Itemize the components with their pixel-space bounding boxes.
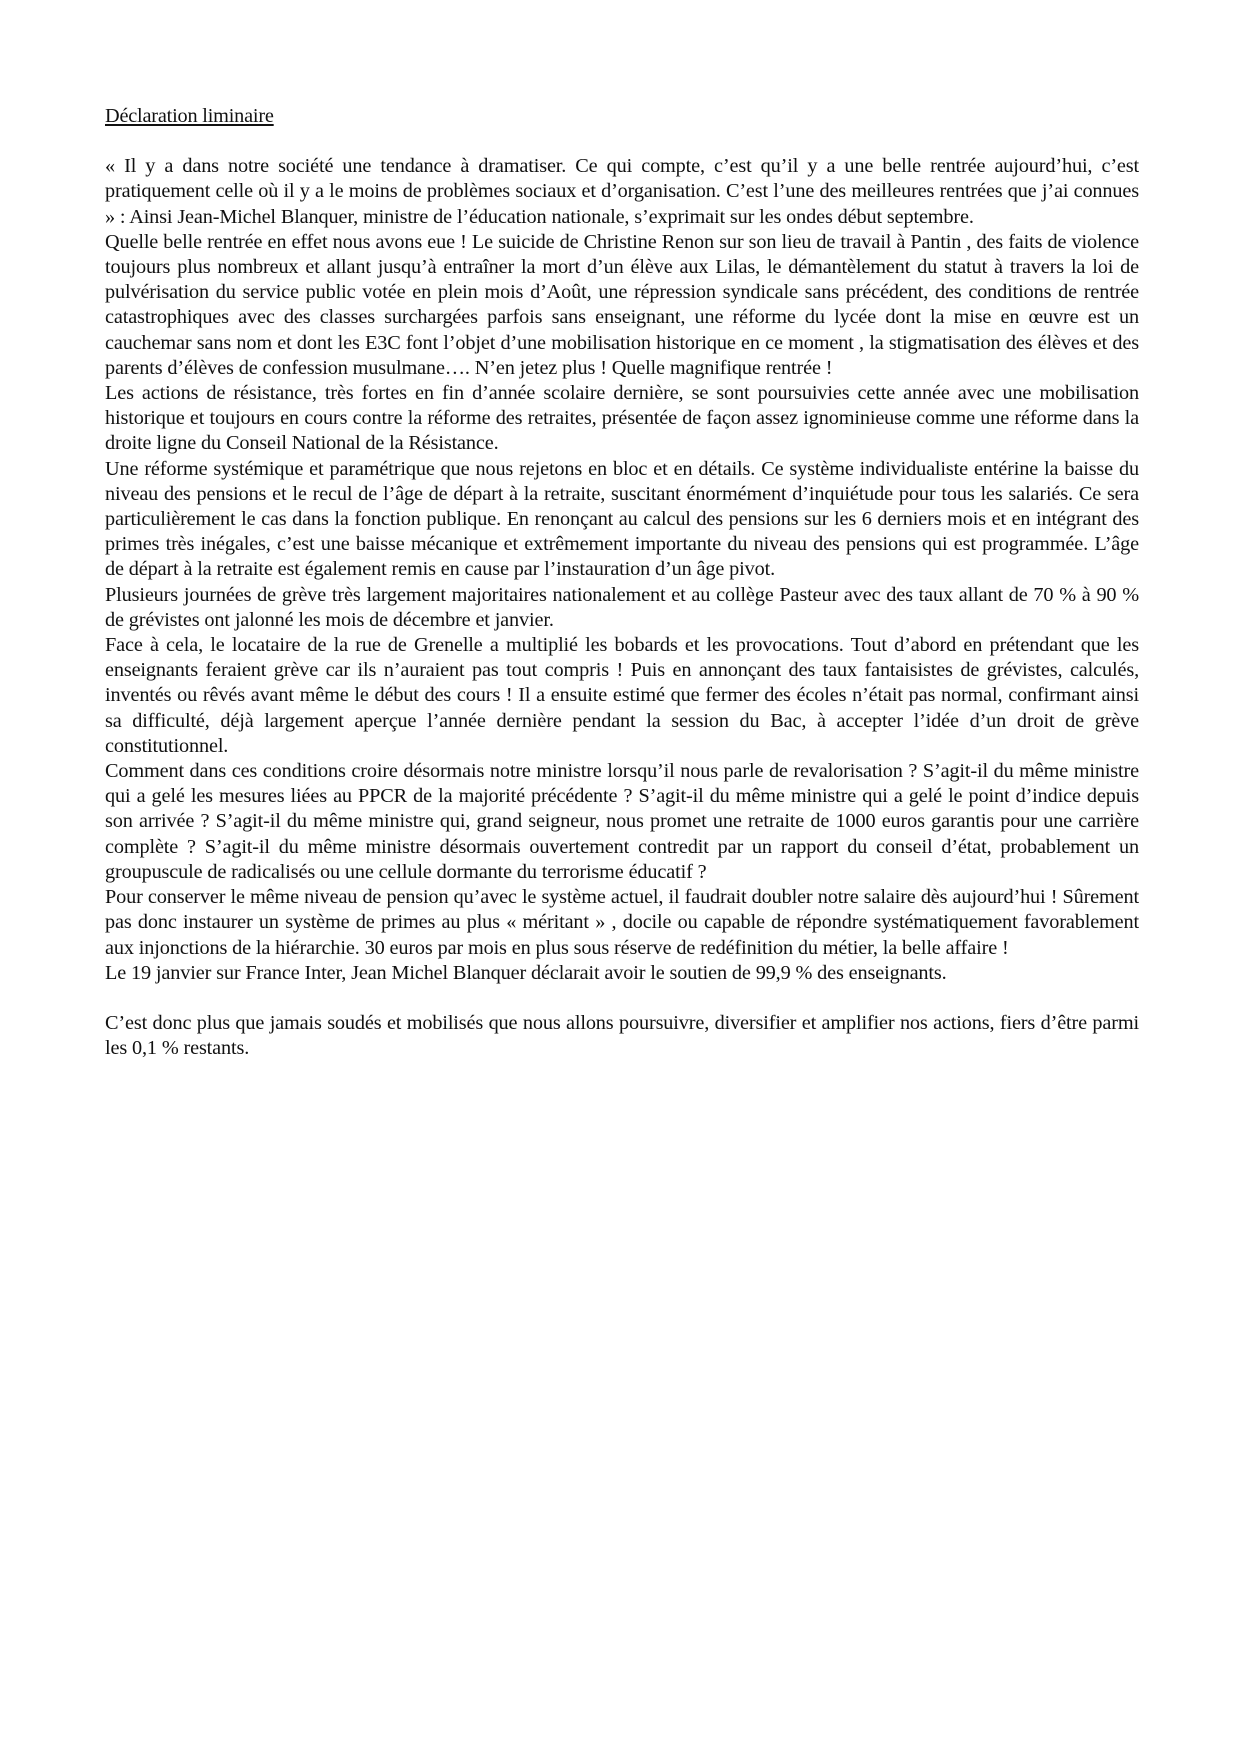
paragraph-resistance: Les actions de résistance, très fortes en fin d’année scolaire dernière, se sont poursuivies cette année avec une mobilisation historique et toujours en cours contre la réforme des retraites, présentée de façon assez ignominieuse comme une réforme dans la droite ligne du Conseil National de la Résistance.	[105, 382, 1139, 455]
document-page	[105, 104, 1139, 1061]
paragraph-spacer	[105, 986, 1139, 1011]
paragraph-rentree: Quelle belle rentrée en effet nous avons eue ! Le suicide de Christine Renon sur son lieu de travail à Pantin , des faits de violence toujours plus nombreux et allant jusqu’à entraîner la mort d’un élève aux Lilas, le démantèlement du statut à travers la loi de pulvérisation du service public votée en plein mois d’Août, une répression syndicale sans précédent, des conditions de rentrée catastrophiques avec des classes surchargées parfois sans enseignant, une réforme du lycée dont la mise en œuvre est un cauchemar sans nom et dont les E3C font l’objet d’une mobilisation historique en ce moment , la stigmatisation des élèves et des parents d’élèves de confession musulmane…. N’en jetez plus ! Quelle magnifique rentrée !	[105, 230, 1139, 379]
paragraph-revalorisation: Comment dans ces conditions croire désormais notre ministre lorsqu’il nous parle de revalorisation ? S’agit-il du même ministre qui a gelé les mesures liées au PPCR de la majorité précédente ? S’agit-il du même ministre qui a gelé le point d’indice depuis son arrivée ? S’agit-il du même ministre qui, grand seigneur, nous promet une retraite de 1000 euros garantis pour une carrière complète ? S’agit-il du même ministre désormais ouvertement contredit par un rapport du conseil d’état, probablement un groupuscule de radicalisés ou une cellule dormante du terrorisme éducatif ?	[105, 760, 1139, 883]
paragraph-reforme: Une réforme systémique et paramétrique que nous rejetons en bloc et en détails. Ce système individualiste entérine la baisse du niveau des pensions et le recul de l’âge de départ à la retraite, suscitant énormément d’inquiétude pour tous les salariés. Ce sera particulièrement le cas dans la fonction publique. En renonçant au calcul des pensions sur les 6 derniers mois et en intégrant des primes très inégales, c’est une baisse mécanique et extrêmement importante du niveau des pensions qui est programmée. L’âge de départ à la retraite est également remis en cause par l’instauration d’un âge pivot.	[105, 457, 1139, 581]
paragraph-greve: Plusieurs journées de grève très largement majoritaires nationalement et au collège Pasteur avec des taux allant de 70 % à 90 % de grévistes ont jalonné les mois de décembre et janvier.	[105, 583, 1139, 631]
document-title: Déclaration liminaire	[105, 105, 274, 127]
paragraph-quote: « Il y a dans notre société une tendance à dramatiser. Ce qui compte, c’est qu’il y a une belle rentrée aujourd’hui, c’est pratiquement celle où il y a le moins de problèmes sociaux et d’organisation. C’est l’une des meilleures rentrées que j’ai connues » : Ainsi Jean-Michel Blanquer, ministre de l’éducation nationale, s’exprimait sur les ondes début septembre.	[105, 155, 1139, 228]
paragraph-grenelle: Face à cela, le locataire de la rue de Grenelle a multiplié les bobards et les provocations. Tout d’abord en prétendant que les enseignants feraient grève car ils n’auraient pas tout compris ! Puis en annonçant des taux fantaisistes de grévistes, calculés, inventés ou rêvés avant même le début des cours ! Il a ensuite estimé que fermer des écoles n’était pas normal, confirmant ainsi sa difficulté, déjà largement aperçue l’année dernière pendant la session du Bac, à accepter l’idée d’un droit de grève constitutionnel.	[105, 634, 1139, 757]
paragraph-france-inter: Le 19 janvier sur France Inter, Jean Michel Blanquer déclarait avoir le soutien de 99,9 % des enseignants.	[105, 961, 947, 984]
paragraph-pension: Pour conserver le même niveau de pension qu’avec le système actuel, il faudrait doubler notre salaire dès aujourd’hui ! Sûrement pas donc instaurer un système de primes au plus « méritant » , docile ou capable de répondre systématiquement favorablement aux injonctions de la hiérarchie. 30 euros par mois en plus sous réserve de redéfinition du métier, la belle affaire !	[105, 886, 1139, 959]
closing-paragraph: C’est donc plus que jamais soudés et mobilisés que nous allons poursuivre, diversifier et amplifier nos actions, fiers d’être parmi les 0,1 % restants.	[105, 1011, 1139, 1060]
